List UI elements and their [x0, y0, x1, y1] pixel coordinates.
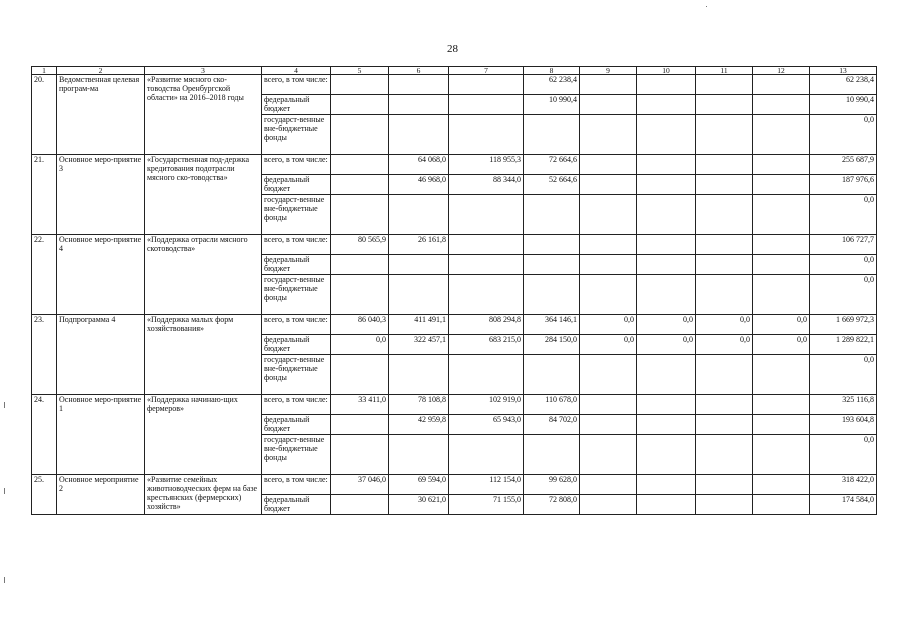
value-cell: [753, 175, 810, 195]
value-cell: [331, 115, 389, 155]
value-cell: [637, 155, 696, 175]
table-row: [32, 395, 877, 415]
table-row: [32, 155, 877, 175]
value-cell: [696, 155, 753, 175]
program-title: «Поддержка малых форм хозяйствования»: [145, 315, 262, 395]
value-cell: [389, 75, 449, 95]
program-name: Основное меро-приятие 1: [57, 395, 145, 475]
value-cell: [580, 395, 637, 415]
value-cell: 1 289 822,1: [810, 335, 877, 355]
funding-source: всего, в том числе:: [262, 475, 331, 495]
value-cell: [331, 175, 389, 195]
value-cell: [637, 435, 696, 475]
value-cell: [696, 415, 753, 435]
column-number: 5: [331, 67, 389, 75]
value-cell: 99 628,0: [524, 475, 580, 495]
value-cell: 0,0: [810, 355, 877, 395]
table-row: [32, 315, 877, 335]
value-cell: [524, 255, 580, 275]
column-number: 3: [145, 67, 262, 75]
program-title: «Поддержка начинаю-щих фермеров»: [145, 395, 262, 475]
value-cell: [637, 75, 696, 95]
value-cell: [696, 255, 753, 275]
column-number-row: [32, 67, 877, 75]
value-cell: [449, 275, 524, 315]
value-cell: [580, 495, 637, 515]
column-number: 13: [810, 67, 877, 75]
value-cell: [580, 415, 637, 435]
value-cell: [449, 235, 524, 255]
funding-source: государст-венные вне-бюджетные фонды: [262, 435, 331, 475]
value-cell: [389, 115, 449, 155]
value-cell: 42 959,8: [389, 415, 449, 435]
value-cell: 0,0: [810, 195, 877, 235]
value-cell: 69 594,0: [389, 475, 449, 495]
value-cell: [331, 495, 389, 515]
value-cell: 187 976,6: [810, 175, 877, 195]
value-cell: [753, 495, 810, 515]
value-cell: 10 990,4: [810, 95, 877, 115]
funding-source: государст-венные вне-бюджетные фонды: [262, 275, 331, 315]
scan-mark: [4, 488, 5, 494]
value-cell: [389, 95, 449, 115]
column-number: 7: [449, 67, 524, 75]
value-cell: [524, 115, 580, 155]
value-cell: [331, 155, 389, 175]
value-cell: [753, 355, 810, 395]
value-cell: [580, 235, 637, 255]
value-cell: [753, 395, 810, 415]
value-cell: [696, 95, 753, 115]
value-cell: 0,0: [696, 335, 753, 355]
value-cell: [753, 95, 810, 115]
scan-mark: [4, 577, 5, 583]
value-cell: [389, 355, 449, 395]
value-cell: 0,0: [810, 115, 877, 155]
value-cell: 1 669 972,3: [810, 315, 877, 335]
value-cell: [637, 355, 696, 395]
value-cell: [753, 275, 810, 315]
value-cell: 808 294,8: [449, 315, 524, 335]
table-row: [32, 475, 877, 495]
value-cell: 62 238,4: [524, 75, 580, 95]
value-cell: [580, 255, 637, 275]
program-name: Подпрограмма 4: [57, 315, 145, 395]
funding-source: федеральный бюджет: [262, 415, 331, 435]
value-cell: [389, 195, 449, 235]
value-cell: 193 604,8: [810, 415, 877, 435]
row-number: 21.: [32, 155, 57, 235]
table-row: [32, 235, 877, 255]
value-cell: [696, 355, 753, 395]
value-cell: [696, 75, 753, 95]
value-cell: [696, 175, 753, 195]
value-cell: [637, 115, 696, 155]
value-cell: 0,0: [637, 335, 696, 355]
value-cell: 322 457,1: [389, 335, 449, 355]
value-cell: 0,0: [696, 315, 753, 335]
column-number: 1: [32, 67, 57, 75]
value-cell: 26 161,8: [389, 235, 449, 255]
value-cell: [637, 235, 696, 255]
value-cell: 683 215,0: [449, 335, 524, 355]
value-cell: 0,0: [810, 255, 877, 275]
value-cell: [637, 95, 696, 115]
column-number: 2: [57, 67, 145, 75]
funding-source: всего, в том числе:: [262, 75, 331, 95]
value-cell: [696, 115, 753, 155]
value-cell: 0,0: [580, 315, 637, 335]
value-cell: 72 664,6: [524, 155, 580, 175]
column-number: 10: [637, 67, 696, 75]
row-number: 24.: [32, 395, 57, 475]
value-cell: [524, 435, 580, 475]
funding-source: федеральный бюджет: [262, 255, 331, 275]
value-cell: [580, 355, 637, 395]
value-cell: 33 411,0: [331, 395, 389, 415]
value-cell: 62 238,4: [810, 75, 877, 95]
value-cell: [696, 395, 753, 415]
value-cell: [524, 275, 580, 315]
value-cell: 10 990,4: [524, 95, 580, 115]
funding-source: всего, в том числе:: [262, 155, 331, 175]
funding-source: федеральный бюджет: [262, 95, 331, 115]
value-cell: [753, 235, 810, 255]
value-cell: 102 919,0: [449, 395, 524, 415]
value-cell: 0,0: [637, 315, 696, 335]
budget-table: [31, 66, 877, 515]
value-cell: 325 116,8: [810, 395, 877, 415]
value-cell: [753, 155, 810, 175]
value-cell: [580, 195, 637, 235]
value-cell: 0,0: [810, 275, 877, 315]
value-cell: [753, 475, 810, 495]
value-cell: [449, 355, 524, 395]
value-cell: [580, 95, 637, 115]
value-cell: [696, 495, 753, 515]
column-number: 9: [580, 67, 637, 75]
value-cell: [449, 95, 524, 115]
funding-source: федеральный бюджет: [262, 175, 331, 195]
value-cell: [637, 255, 696, 275]
program-name: Основное меро-приятие 3: [57, 155, 145, 235]
value-cell: 0,0: [331, 335, 389, 355]
funding-source: федеральный бюджет: [262, 335, 331, 355]
value-cell: [580, 115, 637, 155]
value-cell: [331, 75, 389, 95]
funding-source: государст-венные вне-бюджетные фонды: [262, 195, 331, 235]
value-cell: [524, 195, 580, 235]
value-cell: [331, 195, 389, 235]
value-cell: 52 664,6: [524, 175, 580, 195]
value-cell: [389, 255, 449, 275]
value-cell: [580, 75, 637, 95]
funding-source: всего, в том числе:: [262, 315, 331, 335]
program-title: «Государственная под-держка кредитования подотрасли мясного ско-товодства»: [145, 155, 262, 235]
value-cell: [696, 275, 753, 315]
value-cell: 110 678,0: [524, 395, 580, 415]
value-cell: 30 621,0: [389, 495, 449, 515]
program-name: Основное меро-приятие 4: [57, 235, 145, 315]
value-cell: 0,0: [753, 315, 810, 335]
value-cell: 284 150,0: [524, 335, 580, 355]
value-cell: [696, 195, 753, 235]
value-cell: [696, 235, 753, 255]
value-cell: [637, 195, 696, 235]
value-cell: [637, 275, 696, 315]
value-cell: [389, 435, 449, 475]
value-cell: [753, 75, 810, 95]
value-cell: [753, 255, 810, 275]
row-number: 25.: [32, 475, 57, 515]
value-cell: 0,0: [580, 335, 637, 355]
value-cell: 71 155,0: [449, 495, 524, 515]
value-cell: 86 040,3: [331, 315, 389, 335]
value-cell: [449, 115, 524, 155]
program-title: «Развитие семейных животноводческих ферм на базе крестьянских (фермерских) хозяйств»: [145, 475, 262, 515]
value-cell: [637, 415, 696, 435]
value-cell: [580, 275, 637, 315]
value-cell: [753, 415, 810, 435]
value-cell: [637, 175, 696, 195]
value-cell: 106 727,7: [810, 235, 877, 255]
value-cell: 411 491,1: [389, 315, 449, 335]
value-cell: 112 154,0: [449, 475, 524, 495]
value-cell: [449, 255, 524, 275]
page-number: 28: [447, 43, 458, 55]
column-number: 4: [262, 67, 331, 75]
funding-source: всего, в том числе:: [262, 235, 331, 255]
value-cell: [331, 95, 389, 115]
value-cell: 37 046,0: [331, 475, 389, 495]
column-number: 8: [524, 67, 580, 75]
value-cell: [331, 355, 389, 395]
program-title: «Развитие мясного ско-товодства Оренбургской области» на 2016–2018 годы: [145, 75, 262, 155]
value-cell: [580, 175, 637, 195]
row-number: 20.: [32, 75, 57, 155]
value-cell: [580, 475, 637, 495]
funding-source: федеральный бюджет: [262, 495, 331, 515]
program-title: «Поддержка отрасли мясного скотоводства»: [145, 235, 262, 315]
funding-source: государст-венные вне-бюджетные фонды: [262, 115, 331, 155]
value-cell: [753, 435, 810, 475]
funding-source: государст-венные вне-бюджетные фонды: [262, 355, 331, 395]
value-cell: [696, 475, 753, 495]
value-cell: 88 344,0: [449, 175, 524, 195]
value-cell: [524, 355, 580, 395]
column-number: 11: [696, 67, 753, 75]
scan-mark: [706, 6, 707, 7]
value-cell: [696, 435, 753, 475]
value-cell: [637, 475, 696, 495]
value-cell: [449, 435, 524, 475]
value-cell: [449, 195, 524, 235]
value-cell: 72 808,0: [524, 495, 580, 515]
value-cell: [331, 255, 389, 275]
program-name: Ведомственная целевая програм-ма: [57, 75, 145, 155]
value-cell: [449, 75, 524, 95]
value-cell: 0,0: [810, 435, 877, 475]
program-name: Основное мероприятие 2: [57, 475, 145, 515]
value-cell: 84 702,0: [524, 415, 580, 435]
value-cell: [753, 195, 810, 235]
value-cell: [331, 275, 389, 315]
value-cell: [753, 115, 810, 155]
value-cell: [389, 275, 449, 315]
funding-source: всего, в том числе:: [262, 395, 331, 415]
value-cell: 46 968,0: [389, 175, 449, 195]
value-cell: [580, 435, 637, 475]
value-cell: 174 584,0: [810, 495, 877, 515]
value-cell: 78 108,8: [389, 395, 449, 415]
value-cell: [331, 415, 389, 435]
value-cell: 255 687,9: [810, 155, 877, 175]
value-cell: 65 943,0: [449, 415, 524, 435]
value-cell: 0,0: [753, 335, 810, 355]
row-number: 22.: [32, 235, 57, 315]
value-cell: [580, 155, 637, 175]
value-cell: [524, 235, 580, 255]
value-cell: [637, 495, 696, 515]
value-cell: [637, 395, 696, 415]
row-number: 23.: [32, 315, 57, 395]
scan-mark: [4, 402, 5, 408]
value-cell: 118 955,3: [449, 155, 524, 175]
value-cell: 64 068,0: [389, 155, 449, 175]
column-number: 12: [753, 67, 810, 75]
value-cell: 80 565,9: [331, 235, 389, 255]
value-cell: 364 146,1: [524, 315, 580, 335]
table-row: [32, 75, 877, 95]
value-cell: [331, 435, 389, 475]
column-number: 6: [389, 67, 449, 75]
value-cell: 318 422,0: [810, 475, 877, 495]
